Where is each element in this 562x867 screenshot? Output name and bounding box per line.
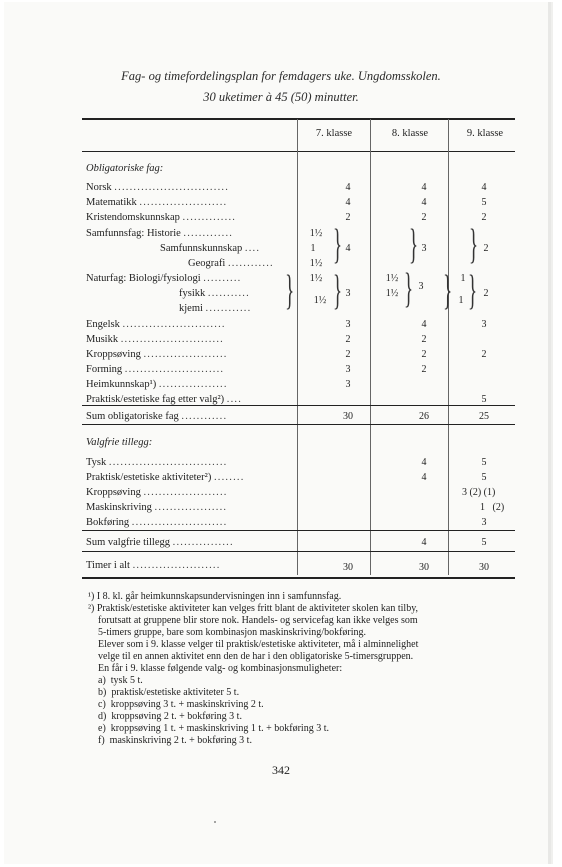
row-label-kjemi: kjemi ............ bbox=[179, 303, 252, 314]
row-label-samfunnskunnskap: Samfunnskunnskap .... bbox=[160, 243, 261, 254]
footnote-2-line-4: Elever som i 9. klasse velger til praktisk/estetiske aktiviteter, må i alminnelighet bbox=[88, 639, 419, 650]
cell-heim-7: 3 bbox=[345, 379, 351, 390]
cell-mat-9: 5 bbox=[481, 197, 487, 208]
cell-kropp-7: 2 bbox=[345, 349, 351, 360]
brace-samf-9: } bbox=[469, 222, 479, 268]
row-label-timer: Timer i alt ....................... bbox=[86, 560, 221, 571]
cell-samf-total-9: 2 bbox=[483, 243, 489, 254]
title-line-2: 30 uketimer à 45 (50) minutter. bbox=[203, 90, 359, 104]
rule-before-sum-oblig bbox=[82, 405, 515, 406]
rule-after-sum-valg bbox=[82, 551, 515, 552]
cell-norsk-8: 4 bbox=[421, 182, 427, 193]
row-label-norsk: Norsk .............................. bbox=[86, 182, 230, 193]
cell-geografi-7: 1½ bbox=[309, 258, 323, 269]
row-label-engelsk: Engelsk ........................... bbox=[86, 319, 226, 330]
col-head-9: 9. klasse bbox=[466, 128, 504, 139]
row-label-kroppsoving: Kroppsøving ...................... bbox=[86, 349, 228, 360]
cell-musikk-8: 2 bbox=[421, 334, 427, 345]
cell-maskin-9: 1 (2) bbox=[480, 502, 505, 513]
cell-biologi-9: 1 bbox=[460, 273, 466, 284]
cell-natur-total-9: 2 bbox=[483, 288, 489, 299]
cell-samf-total-8: 3 bbox=[421, 243, 427, 254]
cell-krist-7: 2 bbox=[345, 212, 351, 223]
title-line-1: Fag- og timefordelingsplan for femdagers uke. Ungdomsskolen. bbox=[121, 69, 441, 83]
cell-natur-total-8: 3 bbox=[418, 281, 424, 292]
row-label-prak-akt: Praktisk/estetiske aktiviteter²) ........ bbox=[86, 472, 245, 483]
row-label-sum-oblig: Sum obligatoriske fag ............ bbox=[86, 411, 228, 422]
cell-prak-akt-8: 4 bbox=[421, 472, 427, 483]
footnote-2-line-2: forutsatt at gruppene blir store nok. Handels- og servicefag kan ikke velges som bbox=[88, 615, 418, 626]
footnote-2: ²) Praktisk/estetiske aktiviteter kan velges fritt blant de aktiviteter skolen kan tilby, bbox=[88, 603, 419, 614]
brace-natur-9-left: } bbox=[443, 268, 453, 314]
cell-forming-8: 2 bbox=[421, 364, 427, 375]
cell-fysikk-8: 1½ bbox=[385, 288, 399, 299]
cell-kropp-9: 2 bbox=[481, 349, 487, 360]
cell-kjemi-7: 1½ bbox=[313, 295, 327, 306]
cell-bokf-9: 3 bbox=[481, 517, 487, 528]
cell-timer-7: 30 bbox=[343, 562, 353, 573]
brace-samf-8: } bbox=[409, 222, 419, 268]
cell-tysk-8: 4 bbox=[421, 457, 427, 468]
cell-historie-7: 1½ bbox=[309, 228, 323, 239]
cell-samf-total-7: 4 bbox=[345, 243, 351, 254]
option-a: a) tysk 5 t. bbox=[88, 675, 143, 686]
col-head-7: 7. klasse bbox=[315, 128, 353, 139]
row-label-praktisk: Praktisk/estetiske fag etter valg²) .... bbox=[86, 394, 243, 405]
col-divider-2 bbox=[370, 119, 371, 575]
cell-mat-7: 4 bbox=[345, 197, 351, 208]
row-label-biologi: Naturfag: Biologi/fysiologi .......... bbox=[86, 273, 242, 284]
cell-sum-oblig-8: 26 bbox=[419, 411, 429, 422]
row-label-heimkunnskap: Heimkunnskap¹) .................. bbox=[86, 379, 228, 390]
cell-natur-total-7: 3 bbox=[345, 288, 351, 299]
row-label-bokforing: Bokføring ......................... bbox=[86, 517, 228, 528]
row-label-sum-valg: Sum valgfrie tillegg ................ bbox=[86, 537, 234, 548]
cell-timer-9: 30 bbox=[479, 562, 489, 573]
brace-natur-9: } bbox=[468, 268, 478, 314]
table-header-rule bbox=[82, 151, 515, 152]
cell-norsk-7: 4 bbox=[345, 182, 351, 193]
cell-timer-8: 30 bbox=[419, 562, 429, 573]
brace-natur-7: } bbox=[333, 268, 343, 314]
footnote-2-line-5: velge til en annen aktivitet enn den de har i den obligatoriske 5-timersgruppen. bbox=[88, 651, 414, 662]
row-label-historie: Samfunnsfag: Historie ............. bbox=[86, 228, 234, 239]
section-obligatory: Obligatoriske fag: bbox=[86, 163, 164, 174]
cell-biologi-8: 1½ bbox=[385, 273, 399, 284]
cell-norsk-9: 4 bbox=[481, 182, 487, 193]
cell-kropp2-9: 3 (2) (1) bbox=[462, 487, 496, 498]
rule-before-sum-valg bbox=[82, 530, 515, 531]
option-d: d) kroppsøving 2 t. + bokføring 3 t. bbox=[88, 711, 242, 722]
cell-krist-8: 2 bbox=[421, 212, 427, 223]
cell-samfkunn-7: 1 bbox=[310, 243, 316, 254]
cell-forming-7: 3 bbox=[345, 364, 351, 375]
row-label-tysk: Tysk ............................... bbox=[86, 457, 228, 468]
cell-engelsk-9: 3 bbox=[481, 319, 487, 330]
row-label-fysikk: fysikk ........... bbox=[179, 288, 250, 299]
col-divider-3 bbox=[448, 119, 449, 575]
option-c: c) kroppsøving 3 t. + maskinskriving 2 t. bbox=[88, 699, 264, 710]
cell-biologi-7: 1½ bbox=[309, 273, 323, 284]
cell-natur-sub-9: 1 bbox=[458, 295, 464, 306]
option-b: b) praktisk/estetiske aktiviteter 5 t. bbox=[88, 687, 240, 698]
option-e: e) kroppsøving 1 t. + maskinskriving 1 t. + bokføring 3 t. bbox=[88, 723, 329, 734]
footnote-2-line-6: En får i 9. klasse følgende valg- og kombinasjonsmuligheter: bbox=[88, 663, 343, 674]
brace-samf-7: } bbox=[333, 222, 343, 268]
cell-mat-8: 4 bbox=[421, 197, 427, 208]
row-label-maskinskriving: Maskinskriving ................... bbox=[86, 502, 228, 513]
cell-tysk-9: 5 bbox=[481, 457, 487, 468]
rule-after-sum-oblig bbox=[82, 424, 515, 425]
cell-kropp-8: 2 bbox=[421, 349, 427, 360]
cell-sum-oblig-9: 25 bbox=[479, 411, 489, 422]
cell-sum-oblig-7: 30 bbox=[343, 411, 353, 422]
row-label-matematikk: Matematikk ....................... bbox=[86, 197, 228, 208]
cell-praktisk-9: 5 bbox=[481, 394, 487, 405]
row-label-forming: Forming .......................... bbox=[86, 364, 225, 375]
col-head-8: 8. klasse bbox=[391, 128, 429, 139]
option-f: f) maskinskriving 2 t. + bokføring 3 t. bbox=[88, 735, 252, 746]
footnote-1: ¹) I 8. kl. går heimkunnskapsundervisningen inn i samfunnsfag. bbox=[88, 591, 342, 602]
cell-musikk-7: 2 bbox=[345, 334, 351, 345]
paper-speck bbox=[214, 821, 216, 823]
table-bottom-rule bbox=[82, 577, 515, 579]
footnote-2-line-3: 5-timers gruppe, bare som kombinasjon maskinskriving/bokføring. bbox=[88, 627, 367, 638]
cell-engelsk-7: 3 bbox=[345, 319, 351, 330]
table-top-rule bbox=[82, 118, 515, 120]
section-optional: Valgfrie tillegg: bbox=[86, 437, 153, 448]
row-label-musikk: Musikk ........................... bbox=[86, 334, 224, 345]
cell-prak-akt-9: 5 bbox=[481, 472, 487, 483]
brace-natur-7-left: } bbox=[285, 268, 295, 314]
cell-sum-valg-8: 4 bbox=[421, 537, 427, 548]
page-number: 342 bbox=[272, 763, 290, 777]
row-label-geografi: Geografi ............ bbox=[188, 258, 274, 269]
cell-krist-9: 2 bbox=[481, 212, 487, 223]
cell-engelsk-8: 4 bbox=[421, 319, 427, 330]
row-label-kroppsoving-2: Kroppsøving ...................... bbox=[86, 487, 228, 498]
row-label-krist: Kristendomskunnskap .............. bbox=[86, 212, 237, 223]
cell-sum-valg-9: 5 bbox=[481, 537, 487, 548]
col-divider-1 bbox=[297, 119, 298, 575]
brace-natur-8: } bbox=[404, 266, 414, 312]
